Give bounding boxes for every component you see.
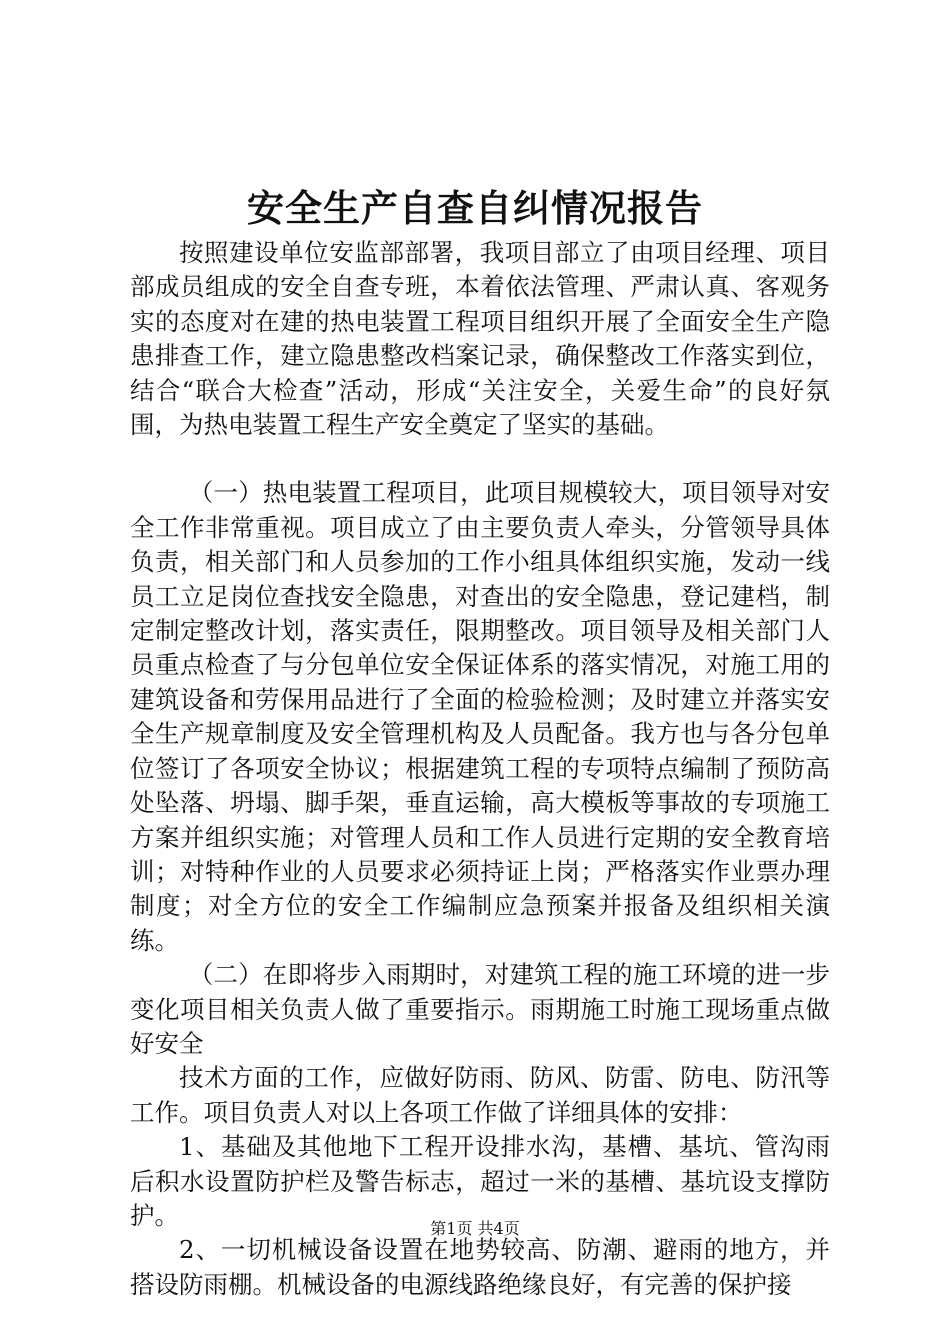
paragraph-item-two: 2、一切机械设备设置在地势较高、防潮、避雨的地方，并搭设防雨棚。机械设备的电源线路绝缘良好，有完善的保护接 — [130, 1235, 830, 1299]
paragraph-section-one: （一）热电装置工程项目，此项目规模较大，项目领导对安全工作非常重视。项目成立了由主要负责人牵头，分管领导具体负责，相关部门和人员参加的工作小组具体组织实施，发动一线员工立足岗位查找安全隐患，对查出的安全隐患，登记建档，制定制定整改计划，落实责任，限期整改。项目领导及相关部门人员重点检查了与分包单位安全保证体系的落实情况，对施工用的建筑设备和劳保用品进行了全面的检验检测；及时建立并落实安全生产规章制度及安全管理机构及人员配备。我方也与各分包单位签订了各项安全协议；根据建筑工程的专项特点编制了预防高处坠落、坍塌、脚手架，垂直运输，高大模板等事故的专项施工方案并组织实施；对管理人员和工作人员进行定期的安全教育培训；对特种作业的人员要求必须持证上岗；严格落实作业票办理制度；对全方位的安全工作编制应急预案并报备及组织相关演练。 — [130, 478, 830, 955]
paragraph-intro: 按照建设单位安监部部署，我项目部立了由项目经理、项目部成员组成的安全自查专班，本着依法管理、严肃认真、客观务实的态度对在建的热电装置工程项目组织开展了全面安全生产隐患排查工作，建立隐患整改档案记录，确保整改工作落实到位，结合“联合大检查”活动，形成“关注安全，关爱生命”的良好氛围，为热电装置工程生产安全奠定了坚实的基础。 — [130, 238, 830, 440]
paragraph-technical: 技术方面的工作，应做好防雨、防风、防雷、防电、防汛等工作。项目负责人对以上各项工作做了详细具体的安排： — [130, 1063, 830, 1127]
paragraph-item-one: 1、基础及其他地下工程开设排水沟，基槽、基坑、管沟雨后积水设置防护栏及警告标志，超过一米的基槽、基坑设支撑防护。 — [130, 1132, 830, 1230]
document-title: 安全生产自查自纠情况报告 — [247, 186, 703, 230]
document-body — [130, 236, 830, 1302]
paragraph-spacer — [130, 442, 830, 476]
paragraph-section-two: （二）在即将步入雨期时，对建筑工程的施工环境的进一步变化项目相关负责人做了重要指示。雨期施工时施工现场重点做好安全 — [130, 960, 830, 1058]
page-footer: 第1页 共4页 — [430, 1219, 520, 1238]
